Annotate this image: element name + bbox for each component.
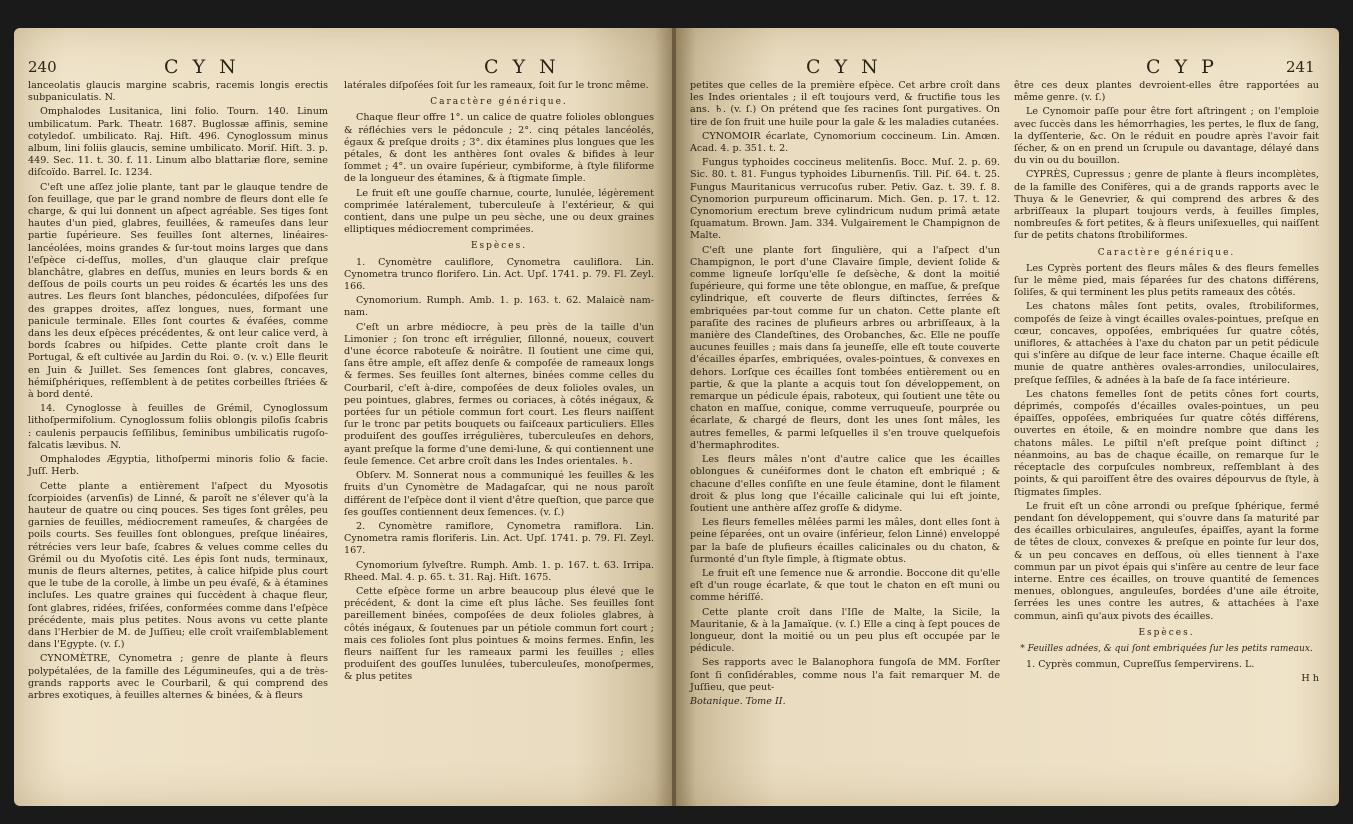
section-heading: Caractère générique. [430, 97, 568, 108]
paragraph: CYNOMÈTRE, Cynometra ; genre de plante à fleurs polypétalées, de la famille des Légumineuſes, qui a de très-grands rapports avec le Courbaril, & qui comprend des arbres exotiques, à feuilles alternes & binées, & à fleurs [28, 653, 328, 701]
paragraph: Le Cynomoir paſſe pour être fort aſtringent ; on l'emploie avec ſuccès dans les hémorrhagies, les pertes, le flux de ſang, la dyſſenterie, &c. On le réduit en poudre après l'avoir fait ſécher, & on en prend un ſcrupule ou davantage, délayé dans du vin ou du bouillon. [1014, 106, 1319, 167]
left-column-1 [28, 80, 328, 704]
paragraph: Cette plante a entièrement l'aſpect du Myosotis ſcorpioides (arvenſis) de Linné, & paroît ne s'élever qu'à la hauteur de quatre ou cinq pouces. Ses tiges ſont grêles, peu garnies de feuilles, médiocrement rameuſes, & chargées de poils courts. Ses feuilles ſont oblongues, preſque linéaires, rétrécies vers leur baſe, ſcabres & velues comme celles du Grémil ou du Myoſotis cité. Les épis ſont nuds, terminaux, munis de fleurs alternes, petites, à calice hiſpide plus court que le tube de la corolle, à limbe un peu évaſé, & à étamines incluſes. Les quatre graines qui ſuccèdent à chaque fleur, ſont glabres, ridées, friſées, conformées comme dans l'eſpèce précédente, mais plus petites. Nous avons vu cette plante dans l'Herbier de M. de Juſſieu; elle croît vraiſemblablement dans l'Egypte. (v. ſ.) [28, 480, 328, 651]
paragraph: Fungus typhoides coccineus melitenſis. Bocc. Muſ. 2. p. 69. Sic. 80. t. 81. Fungus typhoides Liburnenſis. Till. Piſ. 64. t. 25. Fungus Mauritanicus verrucoſus ruber. Petiv. Gaz. t. 39. f. 8. Cynomorion purpureum officinarum. Mich. Gen. p. 17. t. 12. Cynomorium erectum breve cylindricum nudum primâ ætate ſquamatum. Brown. Jam. 334. Vulgairement le Champignon de Malte. [690, 157, 1000, 242]
paragraph: lanceolatis glaucis margine scabris, racemis longis erectis subpaniculatis. N. [28, 80, 328, 104]
open-book [8, 10, 1345, 816]
paragraph: Les Cyprès portent des fleurs mâles & des fleurs femelles ſur le même pied, mais ſéparées ſur des chatons différens, ſoliſes, & qui terminent les plus petits rameaux des côtés. [1014, 262, 1319, 299]
paragraph: Le fruit eſt un cône arrondi ou preſque ſphérique, fermé pendant ſon développement, qui s'ouvre dans ſa maturité par des écailles orbiculaires, anguleuſes, épaiſſes, ayant la forme de têtes de cloux, convexes & preſque en pointe ſur leur dos, & un peu concaves en deſſous, où elles tiennent à l'axe commun par un pivot épais qui s'inſère au centre de leur face interne. Entre ces écailles, on trouve quantité de ſemences menues, oblongues, anguleuſes, bordées d'une aile étroite, ſerrées les unes contre les autres, & attachées à l'axe commun, ainſi qu'aux pivots des écailles. [1014, 500, 1319, 622]
volume-footer: Botanique. Tome II. [690, 695, 786, 707]
section-heading: Espèces. [1138, 627, 1195, 638]
paragraph: Cynomorium. Rumph. Amb. 1. p. 163. t. 62. Malaicè nam-nam. [344, 295, 654, 319]
paragraph: être ces deux plantes devroient-elles être rapportées au même genre. (v. ſ.) [1014, 80, 1319, 104]
right-column-1 [690, 80, 1000, 710]
paragraph: Chaque fleur offre 1°. un calice de quatre folioles oblongues & réfléchies vers le pédoncule ; 2°. cinq pétales lancéolés, égaux & preſque droits ; 3°. dix étamines plus longues que les pétales, & dont les anthères ſont ovales & bifides à leur ſommet ; 4°. un ovaire ſupérieur, cymbiforme, à ſtyle filiforme de la longueur des étamines, & à ſtigmate ſimple. [344, 112, 654, 185]
page-number-right: 241 [1286, 58, 1315, 76]
paragraph: Les chatons femelles ſont de petits cônes fort courts, déprimés, compoſés d'écailles ovales-pointues, un peu épaiſſes, oppoſées, embriquées ſur quatre côtés différens, ouvertes en étoile, & en moindre nombre que dans les chatons mâles. Le piſtil n'eſt preſque point diſtinct ; néanmoins, au bas de chaque écaille, on remarque ſur le réceptacle des corpuſcules nombreux, reſſemblant à des points, & qui paroiſſent être des ovaires dépourvus de ſtyle, à ſtigmates ſimples. [1014, 388, 1319, 498]
right-page [676, 28, 1339, 806]
paragraph: C'eſt une plante fort ſingulière, qui a l'aſpect d'un Champignon, le port d'une Clavaire ſimple, devient ſolide & comme ligneuſe lorſqu'elle ſe deſsèche, & dont la moitié ſupérieure, qui forme une tête oblongue, en maſſue, & preſque cylindrique, eſt couverte de fleurs diſtinctes, ſerrées & embriquées par-tout comme ſur un chaton. Cette plante eſt paraſite des racines de plufieurs arbres ou arbriſſeaux, à la manière des Clandeſtines, des Orobanches, &c. Elle ne pouſſe aucunes feuilles ; mais dans ſa jeuneſſe, elle eſt toute couverte d'écailles éparſes, embriquées, ovales-pointues, & convexes en dehors. Lorſque ces écailles ſont tombées entièrement ou en partie, & que la plante a acquis tout ſon développement, on remarque un pédicule épais, raboteux, qui ſoutient une tête ou chaton en maſſue, conique, comme verruqueuſe, pourprée ou écarlate, & chargé de fleurs, dont les unes ſont mâles, les autres femelles, & parmi leſquelles il s'en trouve quelquefois d'hermaphrodites. [690, 244, 1000, 451]
running-head-right: C Y N [806, 56, 882, 78]
paragraph: Ses rapports avec le Balanophora fungoſa de MM. Forſter ſont ſi conſidérables, comme nous l'a fait remarquer M. de Juſſieu, que peut- [690, 657, 1000, 693]
paragraph: C'eſt un arbre médiocre, à peu près de la taille d'un Limonier ; ſon tronc eſt irrégulier, ſillonné, noueux, couvert d'une écorce raboteuſe & noirâtre. Il ſoutient une cime qui, ſans être ample, eſt aſſez denſe & compoſée de rameaux longs & fermes. Ses feuilles ſont alternes, binées comme celles du Courbaril, c'eſt à-dire, compoſées de deux folioles ovales, un peu pointues, glabres, fermes ou coriaces, à côtés inégaux, & portées ſur un pétiole commun fort court. Les fleurs naiſſent ſur le tronc par petits bouquets ou faiſceaux particuliers. Elles produiſent des gouſſes irrégulières, tuberculeuſes en dehors, ayant preſque la forme d'une demi-lune, & qui contiennent une ſeule ſemence. Cet arbre croît dans les Indes orientales. ♄. [344, 321, 654, 467]
paragraph: C'eſt une aſſez jolie plante, tant par le glauque tendre de ſon feuillage, que par le grand nombre de fleurs dont elle ſe charge, & qui lui donnent un aſpect agréable. Ses tiges ſont hautes d'un pied, glabres, feuillées, & rameuſes dans leur partie ſupérieure. Ses feuilles ſont alternes, linéaires-lancéolées, moins grandes & ſur-tout moins larges que dans l'eſpèce ci-deſſus, molles, d'un glauque clair preſque blanchâtre, glabres en deſſus, munies en leurs bords & en deſſous de poils courts un peu roides & écartés les uns des autres. Les fleurs ſont blanches, pédonculées, diſpoſées ſur des grappes droites, aſſez longues, nues, formant une panicule terminale. Elles ſont courtes & évaſées, comme dans les deux eſpèces précédentes, & ont leur calice verd, à bords ſcabres ou hiſpides. Cette plante croît dans le Portugal, & eſt cultivée au Jardin du Roi. ⊙. (v. v.) Elle fleurit en Juin & Juillet. Ses ſemences ſont glabres, concaves, hémiſphériques, reſſemblent à de petites corbeilles ſtriées & à bord denté. [28, 181, 328, 401]
paragraph: CYPRÈS, Cupressus ; genre de plante à fleurs incomplètes, de la famille des Conifères, qui a de grands rapports avec le Thuya & le Genevrier, & qui comprend des arbres & des arbriſſeaux la plupart toujours verds, à feuilles ſimples, nombreuſes & fort petites, & à fleurs uniſexuelles, qui naiſſent ſur de petits chatons ſtrobiliformes. [1014, 169, 1319, 242]
paragraph: Cynomorium ſylveſtre. Rumph. Amb. 1. p. 167. t. 63. Irripa. Rheed. Mal. 4. p. 65. t. 31. Raj. Hiſt. 1675. [344, 559, 654, 583]
paragraph: latérales diſpoſées ſoit ſur les rameaux, ſoit ſur le tronc même. [344, 80, 649, 91]
subsection-heading: * Feuilles adnées, & qui ſont embriquées ſur les petits rameaux. [1020, 643, 1313, 654]
paragraph: Le fruit eſt une gouſſe charnue, courte, lunulée, légèrement comprimée latéralement, tuberculeuſe à l'extérieur, & qui contient, dans une pulpe un peu sèche, une ou deux graines elliptiques médiocrement comprimées. [344, 187, 654, 236]
running-head-right-col2: C Y P [1146, 56, 1218, 78]
running-head-left-col2: C Y N [484, 56, 560, 78]
right-column-2 [1014, 80, 1319, 688]
left-column-2 [344, 80, 654, 686]
paragraph: 1. Cynomètre cauliflore, Cynometra cauliflora. Lin. Cynometra trunco florifero. Lin. Act. Upſ. 1741. p. 79. Fl. Zeyl. 166. [344, 256, 654, 293]
paragraph: Le fruit eſt une ſemence nue & arrondie. Boccone dit qu'elle eſt d'un rouge écarlate, & que tout le chaton en eſt muni ou comme hériſſé. [690, 567, 1000, 604]
paragraph: 14. Cynoglosse à feuilles de Grémil, Cynoglossum lithoſpermifolium. Cynoglossum foliis oblongis piloſis ſcabris : caulenis perpaucis ſeſſilibus, ſeminibus umbilicatis rugoſo-falcatis lævibus. N. [28, 403, 328, 451]
page-number-left: 240 [28, 58, 57, 76]
paragraph: Les chatons mâles ſont petits, ovales, ſtrobiliformes, compoſés de ſeize à vingt écailles ovales-pointues, preſque en cœur, concaves, oppoſées, embriquées ſur quatre côtés, uniflores, & attachées à l'axe du chaton par un petit pédicule qui s'inſère au diſque de leur face interne. Chaque écaille eſt munie de quatre anthères ovales-arrondies, uniloculaires, preſque ſeſſiles, & adnées à la baſe de ſa face intérieure. [1014, 301, 1319, 386]
paragraph: Obſerv. M. Sonnerat nous a communiqué les feuilles & les fruits d'un Cynomètre de Madagaſcar, qui ne nous paroît différent de l'eſpèce dont il vient d'être queſtion, que parce que ſes gouſſes contiennent deux ſemences. (v. ſ.) [344, 470, 654, 518]
paragraph: Cette plante croît dans l'Iſle de Malte, la Sicile, la Mauritanie, & à la Jamaïque. (v. ſ.) Elle a cinq à ſept pouces de longueur, dont la moitié ou un peu plus eſt occupée par le pédicule. [690, 606, 1000, 655]
paragraph: 2. Cynomètre ramiflore, Cynometra ramiflora. Lin. Cynometra ramis floriferis. Lin. Act. Upſ. 1741. p. 79. Fl. Zeyl. 167. [344, 520, 654, 557]
section-heading: Espèces. [470, 241, 528, 252]
left-page [14, 28, 674, 806]
paragraph: Cette eſpèce forme un arbre beaucoup plus élevé que le précédent, & dont la cime eſt plus lâche. Ses feuilles ſont pareillement binées, compoſées de deux folioles glabres, à côtés inégaux, & ſoutenues par un pétiole commun fort court ; mais ces folioles ſont plus pointues & moins fermes. Enfin, les fleurs naiſſent ſur les rameaux parmi les feuilles ; elles produiſent des gouſſes lunulées, tuberculeuſes, monoſpermes, & plus petites [344, 585, 654, 683]
paragraph: Omphalodes Ægyptia, lithoſpermi minoris folio & facie. Juſſ. Herb. [28, 454, 328, 478]
paragraph: Omphalodes Lusitanica, lini folio. Tourn. 140. Linum umbilicatum. Park. Theatr. 1687. Buglossæ affinis, semine cotyledoſ. umbilicato. Raj. Hiſt. 496. Cynoglossum minus album, lini foliis glaucis, semine umbilicato. Moriſ. Hiſt. 3. p. 449. Sec. 11. t. 30. f. 11. Linum albo blattariæ flore, semine diſcoïdo. Barrel. Ic. 1234. [28, 106, 328, 179]
paragraph: 1. Cyprès commun, Cupreſſus ſempervirens. L. [1026, 659, 1255, 671]
section-heading: Caractère générique. [1097, 247, 1236, 258]
paragraph: petites que celles de la première eſpèce. Cet arbre croît dans les Indes orientales ; il eſt toujours verd, & fructifie tous les ans. ♄. (v. ſ.) On prétend que ſes racines ſont purgatives. On tire de ſon fruit une huile pour la gale & les maladies cutanées. [690, 80, 1000, 128]
paragraph: Les fleurs mâles n'ont d'autre calice que les écailles oblongues & cunéiformes dont le chaton eſt embriqué ; & chacune d'elles conſiſte en une ſeule étamine, dont le filament droit & plus long que l'écaille calicinale qui lui eſt jointe, ſoutient une anthère aſſez groſſe & didyme. [690, 454, 1000, 514]
paragraph: CYNOMOIR écarlate, Cynomorium coccineum. Lin. Amœn. Acad. 4. p. 351. t. 2. [690, 130, 1000, 155]
signature-mark: H h [1301, 673, 1319, 685]
paragraph: Les fleurs femelles mêlées parmi les mâles, dont elles ſont à peine ſéparées, ont un ovaire (inférieur, ſelon Linné) enveloppé par la baſe de plufieurs écailles calicinales ou du chaton, & ſurmonté d'un ſtyle ſimple, à ſtigmate obtus. [690, 517, 1000, 565]
running-head-left: C Y N [164, 56, 240, 78]
